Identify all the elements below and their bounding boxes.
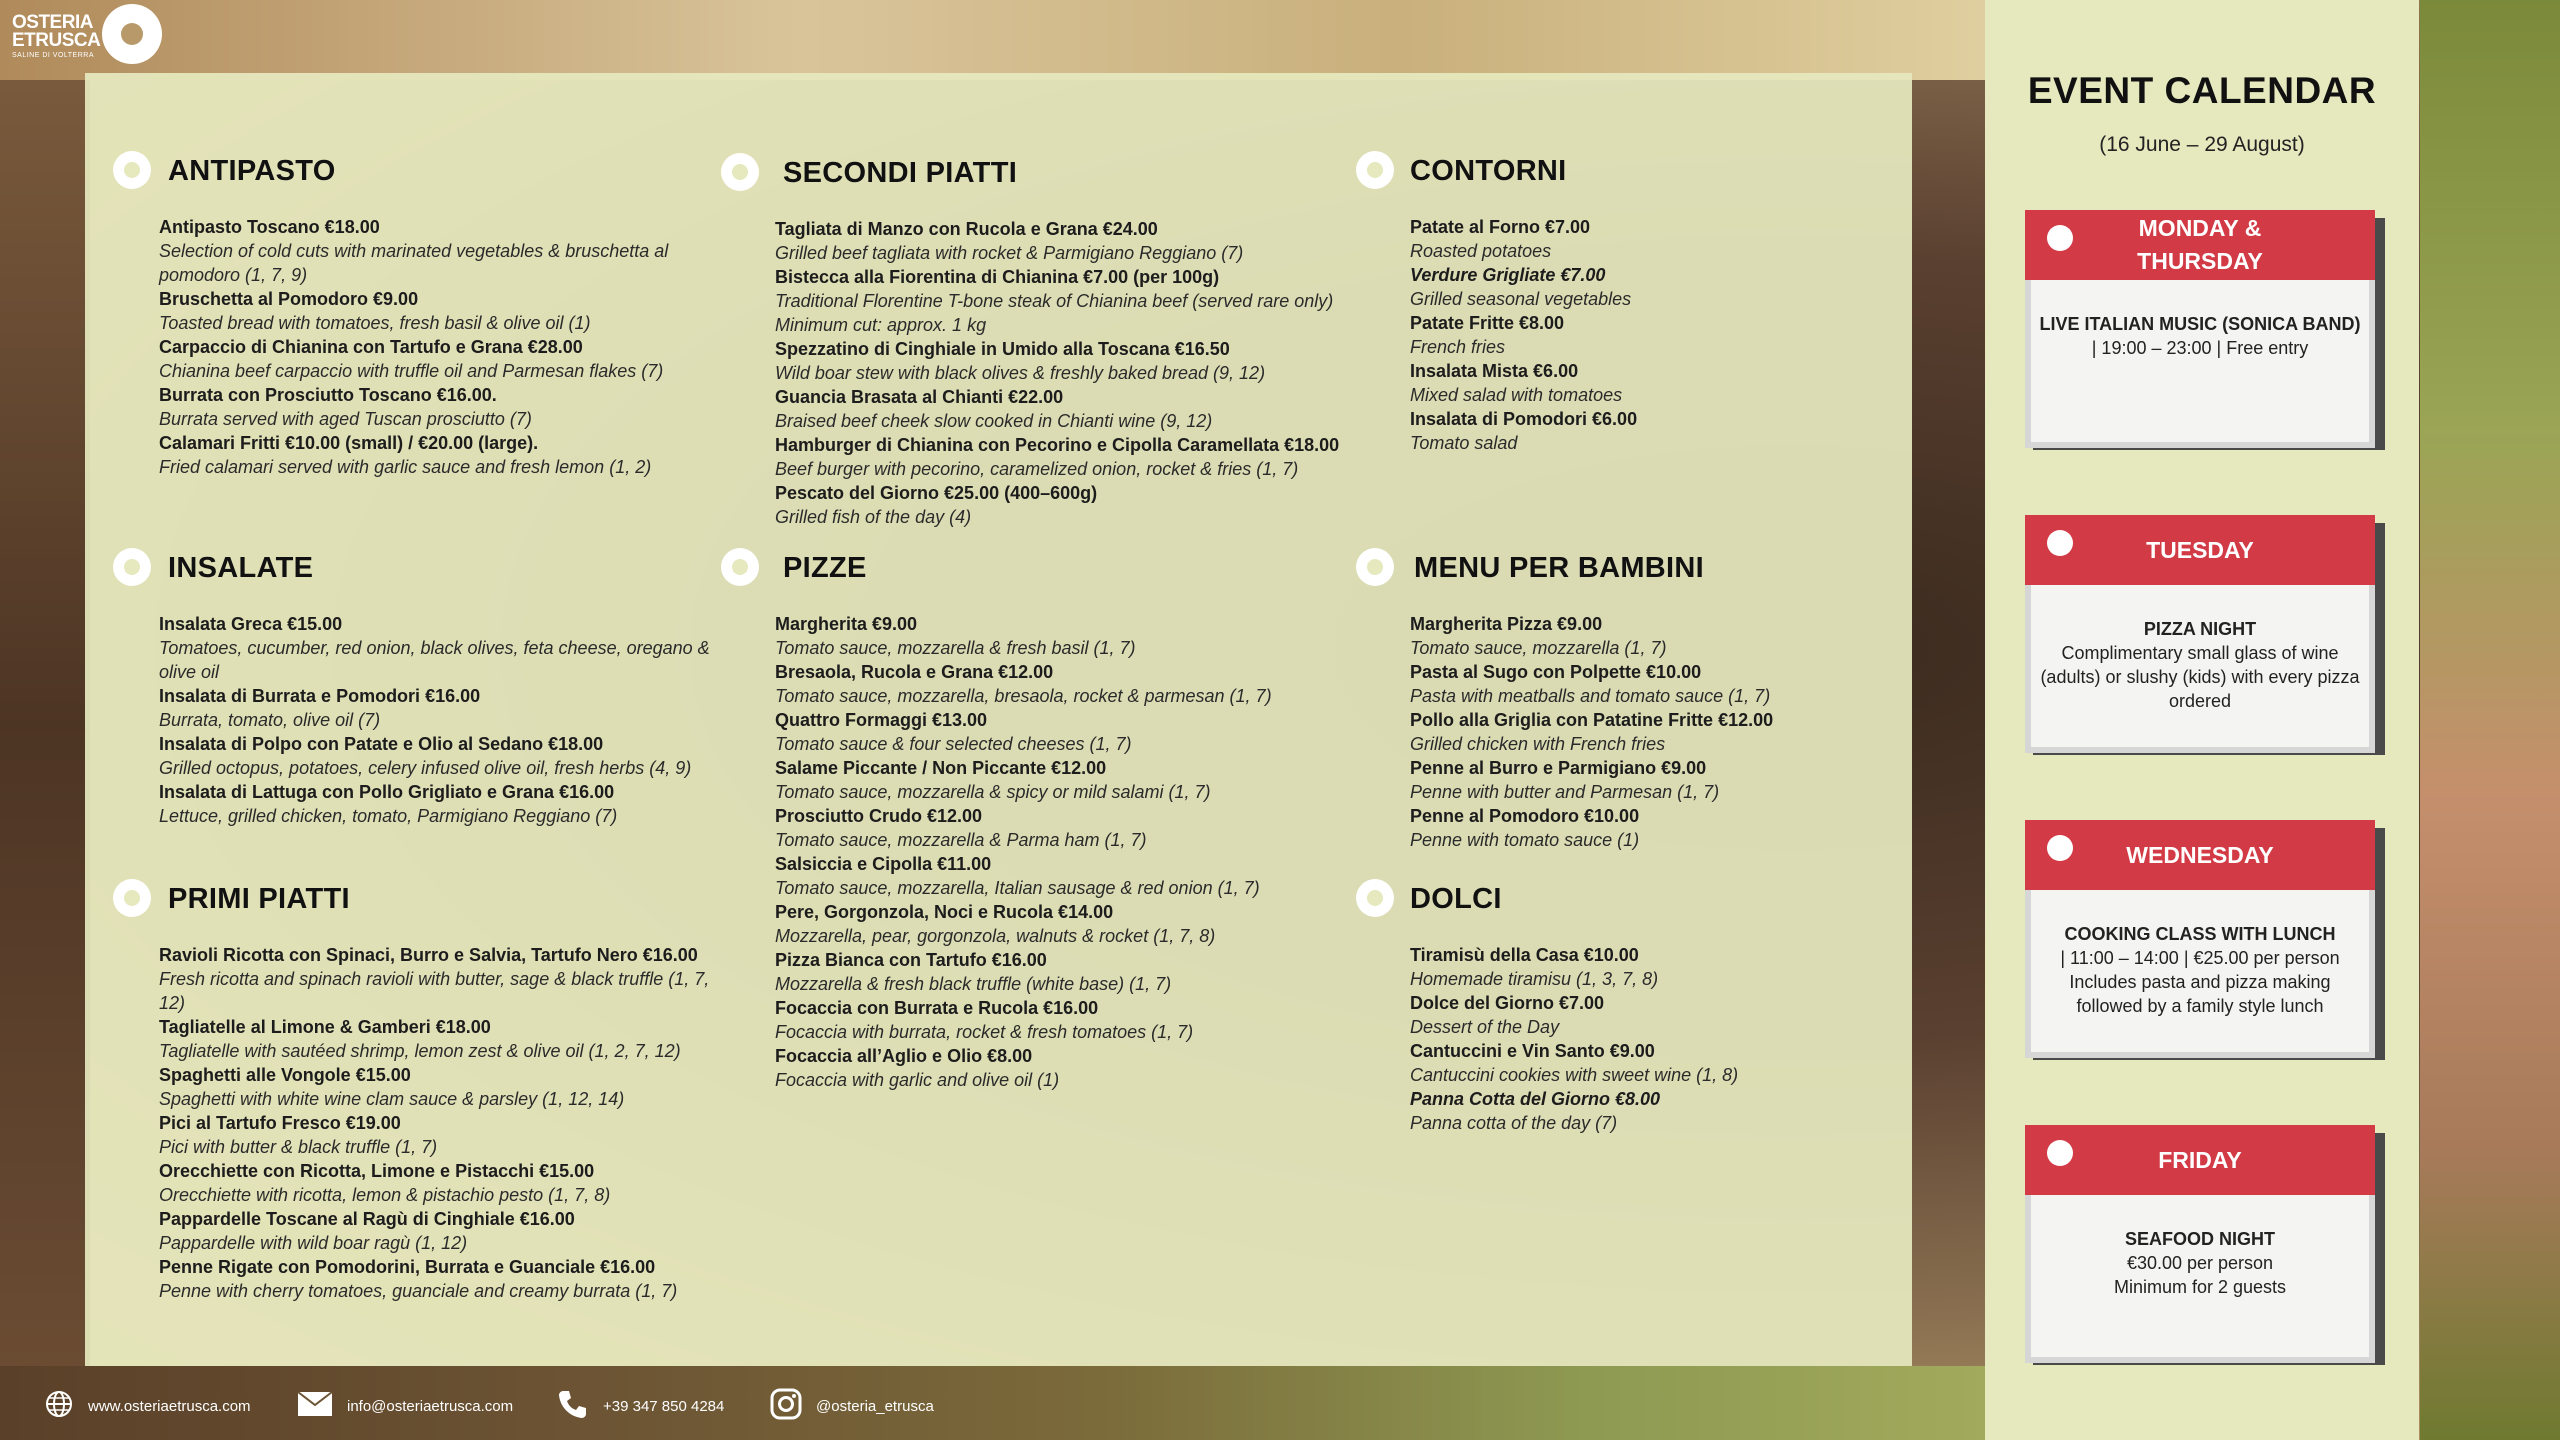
calendar-ring-icon [2047,530,2073,556]
menu-item-description: Wild boar stew with black olives & freshly baked bread (9, 12) [775,363,1266,383]
menu-item-description: Burrata, tomato, olive oil (7) [159,710,381,730]
menu-item-name: Panna Cotta del Giorno €8.00 [1410,1089,1661,1109]
footer-email-text: info@osteriaetrusca.com [347,1397,514,1415]
menu-item-name: Insalata di Lattuga con Pollo Grigliato e Grana €16.00 [159,782,615,802]
menu-item-description: Tomato sauce, mozzarella & fresh basil (1, 7) [775,638,1136,658]
menu-item-name: Ravioli Ricotta con Spinaci, Burro e Salvia, Tartufo Nero €16.00 [159,945,698,965]
menu-item-description: Grilled fish of the day (4) [775,507,972,527]
menu-item-description: Grilled beef tagliata with rocket & Parmigiano Reggiano (7) [775,243,1244,263]
menu-item-description: Roasted potatoes [1410,241,1552,261]
menu-item-description: Tomato sauce & four selected cheeses (1, 7) [775,734,1132,754]
event-detail: Complimentary small glass of wine (adults) or slushy (kids) with every pizza ordered [2040,643,2360,711]
event-card-header [2025,210,2375,280]
event-day: WEDNESDAY [2126,841,2274,868]
event-card-header [2025,515,2375,585]
event-title: PIZZA NIGHT [2143,619,2257,639]
event-title: LIVE ITALIAN MUSIC (SONICA BAND) [2039,314,2361,334]
menu-item-description: Tomatoes, cucumber, red onion, black olives, feta cheese, oregano & olive oil [159,638,710,682]
section-title: ANTIPASTO [168,155,336,187]
menu-item-name: Quattro Formaggi €13.00 [775,710,988,730]
menu-item-name: Guancia Brasata al Chianti €22.00 [775,387,1064,407]
menu-item-description: Fried calamari served with garlic sauce and fresh lemon (1, 2) [159,457,652,477]
menu-item-name: Bistecca alla Fiorentina di Chianina €7.00 (per 100g) [775,267,1220,287]
footer-phone-text: +39 347 850 4284 [603,1397,725,1415]
calendar-ring-icon [2047,1140,2073,1166]
event-detail: Includes pasta and pizza making followed by a family style lunch [2069,972,2331,1016]
menu-item-name: Tiramisù della Casa €10.00 [1410,945,1639,965]
menu-item-description: Focaccia with burrata, rocket & fresh tomatoes (1, 7) [775,1022,1194,1042]
event-card-body [2025,280,2375,448]
event-card [2025,515,2375,755]
section-bambini [1356,548,1896,852]
menu-item-name: Insalata di Polpo con Patate e Olio al Sedano €18.00 [159,734,604,754]
menu-item-description: Selection of cold cuts with marinated vegetables & bruschetta al pomodoro (1, 7, 9) [159,241,669,285]
event-card [2025,210,2375,450]
event-detail: Minimum for 2 guests [2113,1277,2287,1297]
menu-item-name: Antipasto Toscano €18.00 [159,217,380,237]
brand-name-line1: OSTERIA [12,12,93,33]
menu-item-name: Pici al Tartufo Fresco €19.00 [159,1113,401,1133]
menu-item-name: Margherita €9.00 [775,614,918,634]
menu-item-name: Hamburger di Chianina con Pecorino e Cipolla Caramellata €18.00 [775,435,1340,455]
menu-item-description: Panna cotta of the day (7) [1410,1113,1618,1133]
menu-item-description: Braised beef cheek slow cooked in Chianti wine (9, 12) [775,411,1213,431]
menu-item-name: Spezzatino di Cinghiale in Umido alla Toscana €16.50 [775,339,1230,359]
menu-item-name: Cantuccini e Vin Santo €9.00 [1410,1041,1655,1061]
menu-item-name: Dolce del Giorno €7.00 [1410,993,1605,1013]
bullet-icon [721,153,759,191]
bullet-icon [113,879,151,917]
bullet-icon [1356,548,1394,586]
menu-item-name: Insalata di Burrata e Pomodori €16.00 [159,686,481,706]
menu-item-description: Orecchiette with ricotta, lemon & pistachio pesto (1, 7, 8) [159,1185,611,1205]
menu-item-name: Prosciutto Crudo €12.00 [775,806,983,826]
menu-item-name: Penne al Burro e Parmigiano €9.00 [1410,758,1707,778]
menu-item-description: Tomato sauce, mozzarella, Italian sausage & red onion (1, 7) [775,878,1260,898]
section-antipasto [113,151,723,479]
menu-item-name: Bruschetta al Pomodoro €9.00 [159,289,419,309]
event-text [2035,1227,2365,1299]
event-text [2035,617,2365,713]
item-list [159,215,723,479]
item-list [1410,943,1896,1135]
menu-item-description: Penne with tomato sauce (1) [1410,830,1640,850]
footer-instagram[interactable] [770,1386,934,1426]
menu-item-description: Beef burger with pecorino, caramelized onion, rocket & fries (1, 7) [775,459,1299,479]
menu-item-description: Tagliatelle with sautéed shrimp, lemon zest & olive oil (1, 2, 7, 12) [159,1041,681,1061]
footer-phone[interactable] [557,1386,724,1426]
menu-item-description: Mozzarella, pear, gorgonzola, walnuts & rocket (1, 7, 8) [775,926,1216,946]
bullet-icon [113,151,151,189]
event-card [2025,1125,2375,1365]
menu-item-name: Margherita Pizza €9.00 [1410,614,1603,634]
menu-item-name: Insalata Mista €6.00 [1410,361,1579,381]
brand-name [12,14,100,50]
section-title: SECONDI PIATTI [783,157,1018,189]
item-list [775,612,1371,1092]
menu-item-name: Tagliatelle al Limone & Gamberi €18.00 [159,1017,491,1037]
menu-item-description: Traditional Florentine T-bone steak of Chianina beef (served rare only) Minimum cut: approx. 1 kg [775,291,1334,335]
footer-email[interactable] [297,1386,513,1426]
menu-item-description: Homemade tiramisu (1, 3, 7, 8) [1410,969,1659,989]
event-card-header [2025,820,2375,890]
section-contorni [1356,151,1896,455]
item-list [159,943,723,1303]
menu-item-name: Focaccia con Burrata e Rucola €16.00 [775,998,1099,1018]
menu-item-description: Focaccia with garlic and olive oil (1) [775,1070,1060,1090]
section-dolci [1356,879,1896,1135]
footer-instagram-text: @osteria_etrusca [816,1397,934,1415]
section-title: MENU PER BAMBINI [1414,552,1704,584]
menu-item-name: Insalata di Pomodori €6.00 [1410,409,1638,429]
section-primi [113,879,723,1303]
event-card-body [2025,585,2375,753]
menu-item-name: Pollo alla Griglia con Patatine Fritte €12.00 [1410,710,1774,730]
event-title: SEAFOOD NIGHT [2124,1229,2275,1249]
menu-item-description: Lettuce, grilled chicken, tomato, Parmigiano Reggiano (7) [159,806,618,826]
event-card-body [2025,890,2375,1058]
menu-item-description: Pasta with meatballs and tomato sauce (1, 7) [1410,686,1771,706]
menu-item-name: Salsiccia e Cipolla €11.00 [775,854,992,874]
event-day: FRIDAY [2158,1146,2242,1173]
event-card-body [2025,1195,2375,1363]
footer-website[interactable] [44,1386,251,1426]
bullet-icon [113,548,151,586]
event-detail: €30.00 per person [2126,1253,2274,1273]
background-left [0,80,90,1370]
phone-icon [557,1388,589,1424]
background-right [2420,0,2560,1440]
event-day: TUESDAY [2146,536,2254,563]
menu-item-name: Orecchiette con Ricotta, Limone e Pistacchi €15.00 [159,1161,595,1181]
event-day: MONDAY & THURSDAY [2137,215,2263,274]
event-detail: | 11:00 – 14:00 | €25.00 per person [2060,948,2340,968]
menu-item-name: Penne al Pomodoro €10.00 [1410,806,1640,826]
menu-item-description: Toasted bread with tomatoes, fresh basil & olive oil (1) [159,313,591,333]
menu-item-description: Cantuccini cookies with sweet wine (1, 8) [1410,1065,1739,1085]
menu-item-name: Pere, Gorgonzola, Noci e Rucola €14.00 [775,902,1114,922]
event-title: COOKING CLASS WITH LUNCH [2064,924,2336,944]
menu-item-description: Tomato sauce, mozzarella & Parma ham (1, 7) [775,830,1147,850]
menu-item-name: Focaccia all’Aglio e Olio €8.00 [775,1046,1033,1066]
event-text [2035,922,2365,1018]
menu-item-name: Pescato del Giorno €25.00 (400–600g) [775,483,1098,503]
section-title: CONTORNI [1410,155,1567,187]
calendar-ring-icon [2047,835,2073,861]
menu-item-description: Burrata served with aged Tuscan prosciutto (7) [159,409,532,429]
menu-item-name: Pasta al Sugo con Polpette €10.00 [1410,662,1702,682]
menu-item-name: Verdure Grigliate €7.00 [1410,265,1606,285]
item-list [1410,612,1896,852]
calendar-ring-icon [2047,225,2073,251]
menu-item-name: Burrata con Prosciutto Toscano €16.00. [159,385,497,405]
menu-item-name: Patate al Forno €7.00 [1410,217,1591,237]
menu-item-description: French fries [1410,337,1506,357]
calendar-title: EVENT CALENDAR [2027,70,2377,111]
menu-item-name: Pizza Bianca con Tartufo €16.00 [775,950,1047,970]
menu-item-description: Mixed salad with tomatoes [1410,385,1623,405]
menu-item-description: Fresh ricotta and spinach ravioli with butter, sage & black truffle (1, 7, 12) [159,969,710,1013]
menu-item-name: Insalata Greca €15.00 [159,614,343,634]
menu-item-description: Tomato sauce, mozzarella, bresaola, rocket & parmesan (1, 7) [775,686,1272,706]
menu-item-name: Calamari Fritti €10.00 (small) / €20.00 (large). [159,433,539,453]
menu-item-description: Pappardelle with wild boar ragù (1, 12) [159,1233,468,1253]
menu-item-name: Tagliata di Manzo con Rucola e Grana €24.00 [775,219,1158,239]
menu-item-description: Grilled octopus, potatoes, celery infused olive oil, fresh herbs (4, 9) [159,758,692,778]
menu-item-name: Spaghetti alle Vongole €15.00 [159,1065,411,1085]
section-title: INSALATE [168,552,314,584]
menu-item-description: Pici with butter & black truffle (1, 7) [159,1137,438,1157]
menu-item-name: Salame Piccante / Non Piccante €12.00 [775,758,1107,778]
menu-item-description: Tomato salad [1410,433,1518,453]
menu-item-description: Grilled seasonal vegetables [1410,289,1632,309]
menu-item-description: Tomato sauce, mozzarella (1, 7) [1410,638,1667,658]
calendar-range: (16 June – 29 August) [2099,133,2305,156]
menu-item-description: Spaghetti with white wine clam sauce & parsley (1, 12, 14) [159,1089,625,1109]
section-pizze [721,548,1371,1092]
menu-item-name: Pappardelle Toscane al Ragù di Cinghiale €16.00 [159,1209,575,1229]
instagram-icon [770,1388,802,1424]
event-calendar-panel [1985,0,2419,1440]
item-list [159,612,723,828]
menu-item-name: Penne Rigate con Pomodorini, Burrata e Guanciale €16.00 [159,1257,656,1277]
menu-item-description: Tomato sauce, mozzarella & spicy or mild salami (1, 7) [775,782,1211,802]
globe-icon [44,1389,74,1423]
event-card-header [2025,1125,2375,1195]
brand-logo [12,4,172,68]
section-title: PIZZE [783,552,867,584]
item-list [1410,215,1896,455]
section-title: DOLCI [1410,883,1502,915]
menu-item-description: Penne with butter and Parmesan (1, 7) [1410,782,1720,802]
menu-item-description: Chianina beef carpaccio with truffle oil and Parmesan flakes (7) [159,361,664,381]
bullet-icon [1356,151,1394,189]
menu-item-description: Mozzarella & fresh black truffle (white base) (1, 7) [775,974,1172,994]
section-insalate [113,548,723,828]
menu-item-description: Dessert of the Day [1410,1017,1560,1037]
footer-website-text: www.osteriaetrusca.com [88,1397,251,1415]
menu-item-description: Penne with cherry tomatoes, guanciale and creamy burrata (1, 7) [159,1281,678,1301]
menu-item-name: Carpaccio di Chianina con Tartufo e Grana €28.00 [159,337,583,357]
event-card [2025,820,2375,1060]
brand-tagline: SALINE DI VOLTERRA [12,52,95,59]
background-top [0,0,2000,80]
logo-ring-icon [102,4,162,64]
brand-name-line2: ETRUSCA [12,30,101,51]
menu-item-description: Grilled chicken with French fries [1410,734,1666,754]
mail-icon [297,1391,333,1421]
item-list [775,217,1371,529]
section-secondi [721,153,1371,529]
menu-item-name: Patate Fritte €8.00 [1410,313,1565,333]
event-detail: | 19:00 – 23:00 | Free entry [2091,338,2309,358]
menu-item-name: Bresaola, Rucola e Grana €12.00 [775,662,1054,682]
bullet-icon [1356,879,1394,917]
bullet-icon [721,548,759,586]
section-title: PRIMI PIATTI [168,883,350,915]
event-text [2035,312,2365,360]
